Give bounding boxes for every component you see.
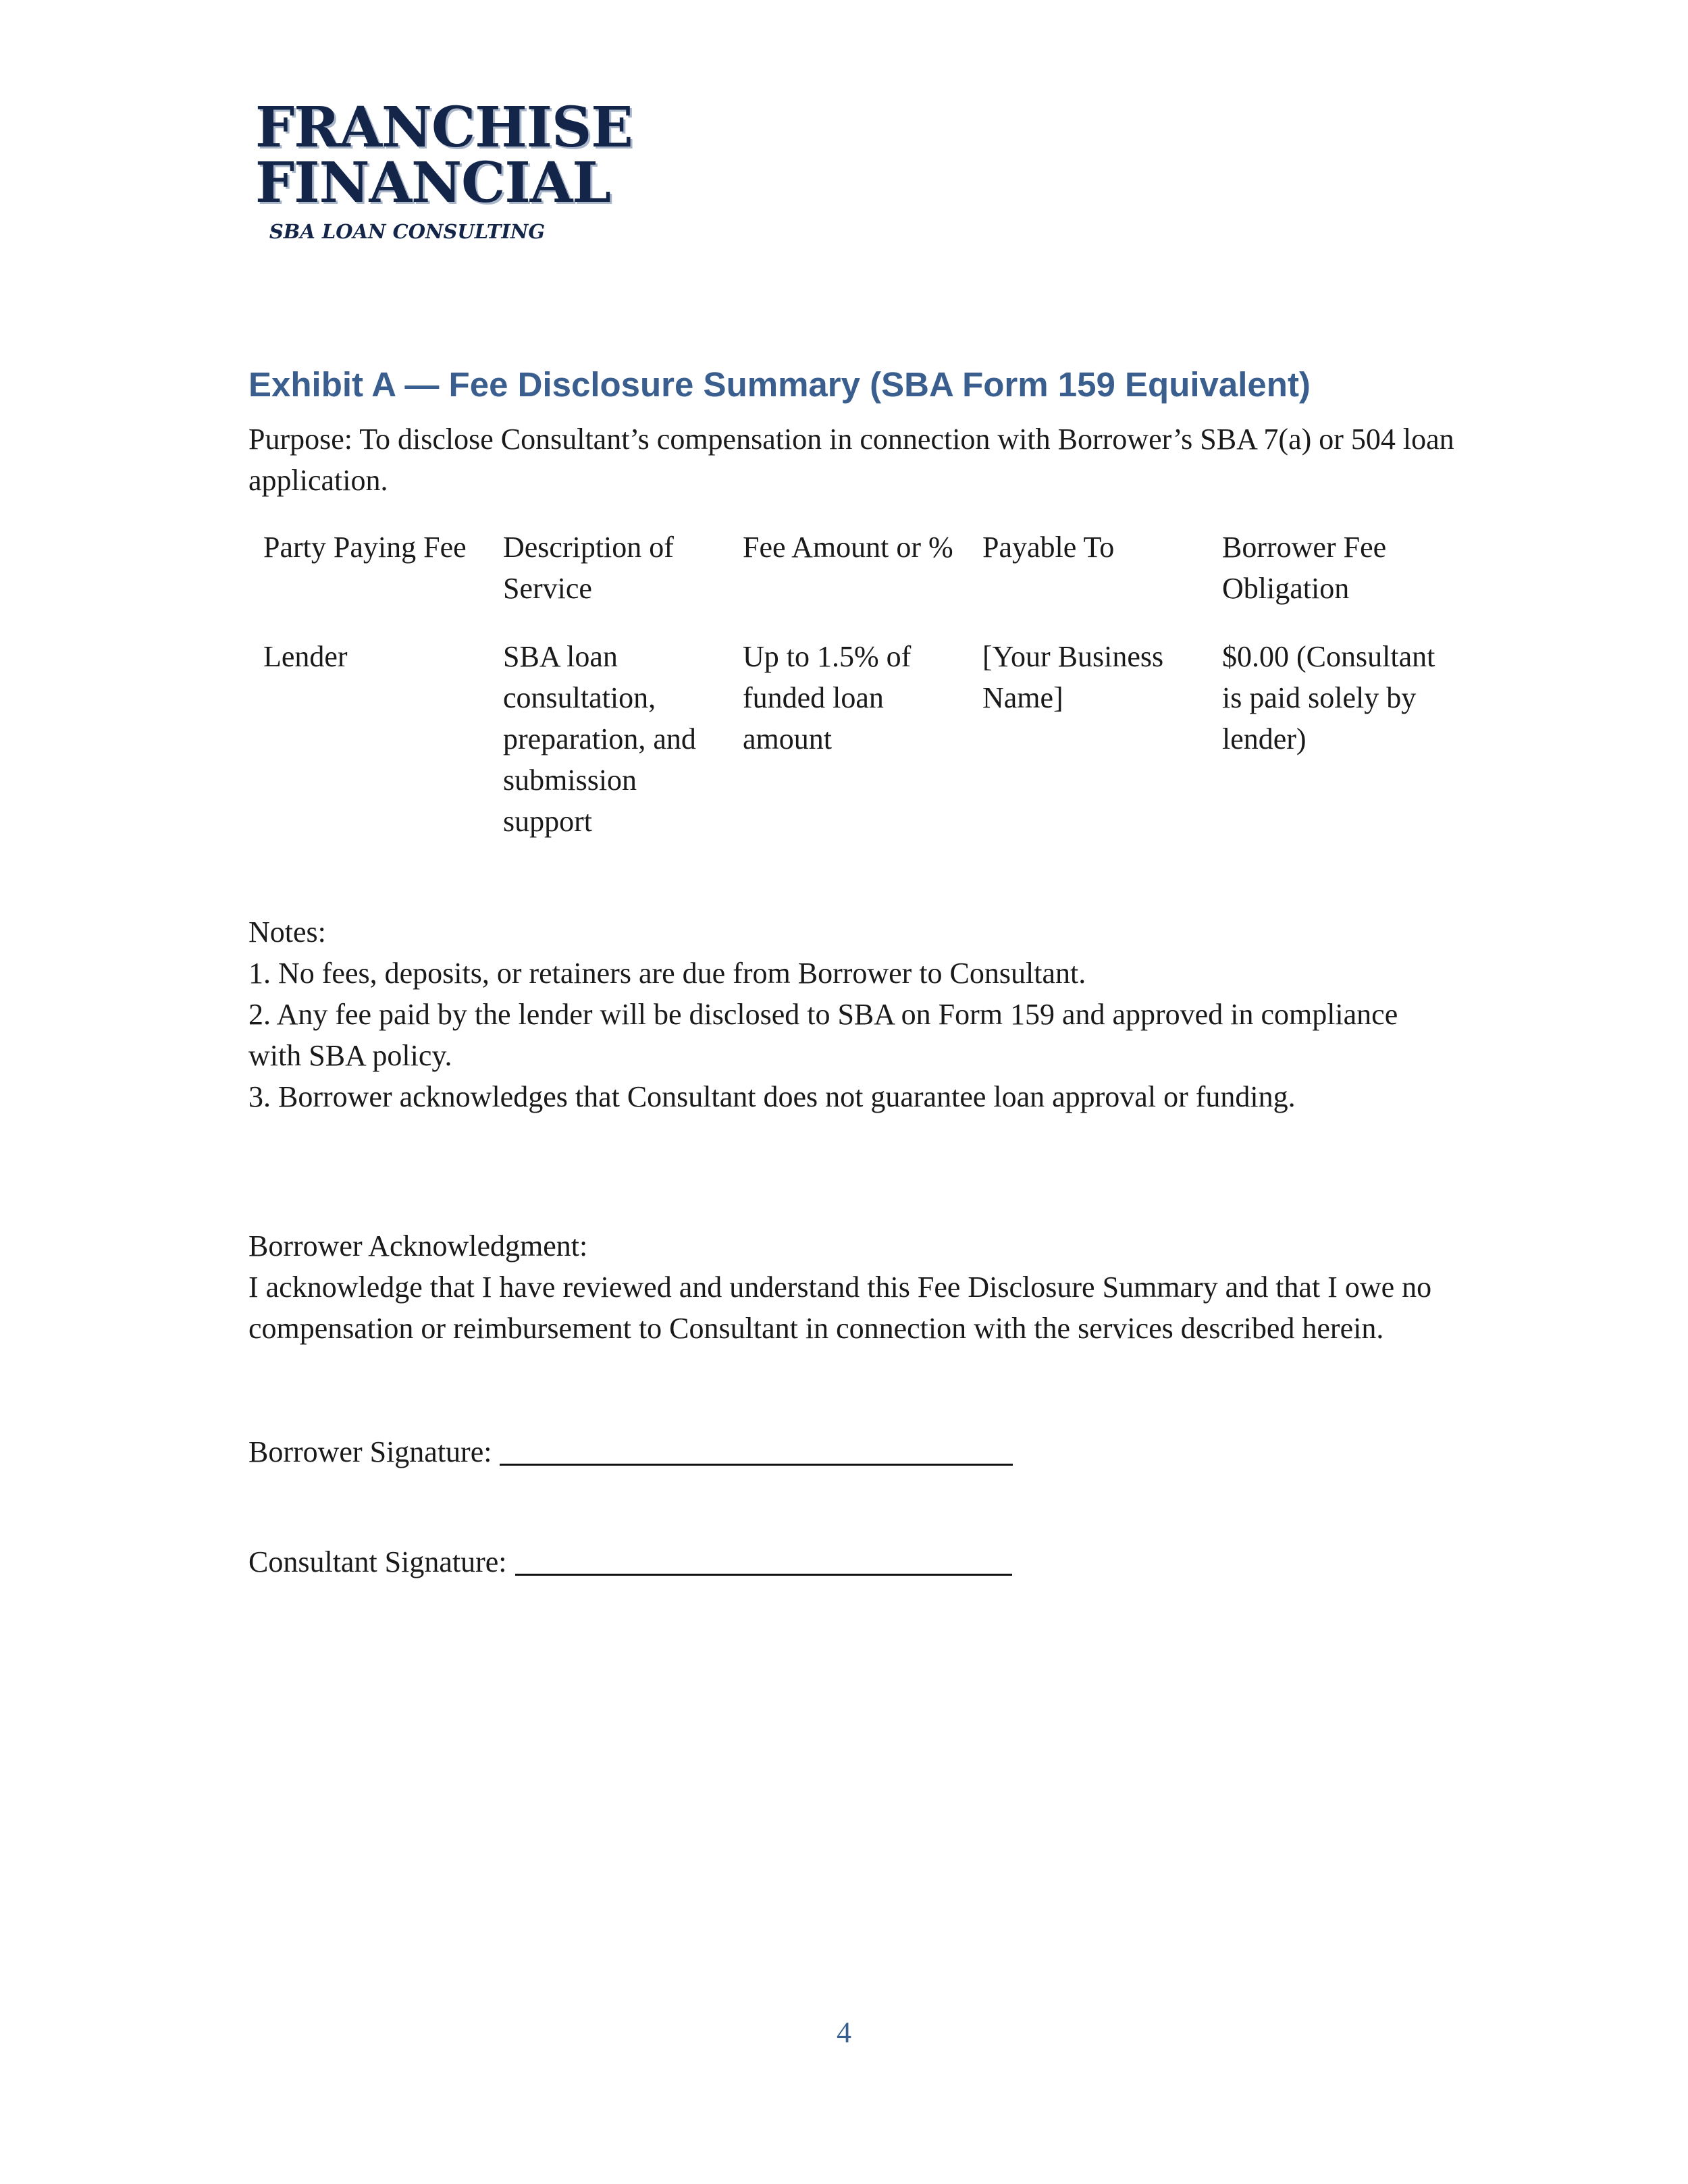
cell-payable-to: [Your Business Name]	[982, 640, 1164, 714]
cell-description: SBA loan consultation, preparation, and submission support	[503, 640, 696, 838]
page-number: 4	[837, 2016, 851, 2049]
fee-table	[248, 527, 1447, 842]
column-header-payable-to: Payable To	[982, 531, 1115, 564]
page-title: Exhibit A — Fee Disclosure Summary (SBA Form 159 Equivalent)	[248, 365, 1311, 404]
consultant-signature-label: Consultant Signature:	[248, 1545, 507, 1578]
note-item: 3. Borrower acknowledges that Consultant does not guarantee loan approval or funding.	[248, 1080, 1296, 1113]
cell-party: Lender	[263, 640, 348, 673]
acknowledgment-section	[248, 1225, 1457, 1349]
purpose-paragraph: Purpose: To disclose Consultant’s compensation in connection with Borrower’s SBA 7(a) or 504 loan application.	[248, 423, 1454, 497]
column-header-party: Party Paying Fee	[263, 531, 467, 564]
borrower-signature-label: Borrower Signature:	[248, 1435, 492, 1468]
acknowledgment-text: I acknowledge that I have reviewed and understand this Fee Disclosure Summary and that I owe no compensation or reimbursement to Consultant in connection with the services described herein.	[248, 1271, 1432, 1345]
notes-section	[248, 911, 1457, 1117]
column-header-borrower-obligation: Borrower Fee Obligation	[1222, 531, 1387, 605]
logo-line-2: FINANCIAL	[255, 151, 611, 215]
note-item: 1. No fees, deposits, or retainers are due from Borrower to Consultant.	[248, 957, 1086, 990]
column-header-fee-amount: Fee Amount or %	[743, 531, 953, 564]
company-logo	[255, 95, 633, 243]
acknowledgment-title: Borrower Acknowledgment:	[248, 1229, 588, 1262]
notes-title: Notes:	[248, 915, 326, 949]
table-header-row	[248, 527, 1447, 636]
note-item: 2. Any fee paid by the lender will be disclosed to SBA on Form 159 and approved in compliance with SBA policy.	[248, 998, 1398, 1072]
borrower-signature-line[interactable]	[500, 1437, 1013, 1466]
cell-fee-amount: Up to 1.5% of funded loan amount	[743, 640, 912, 755]
borrower-signature-row	[248, 1431, 1013, 1472]
consultant-signature-row	[248, 1541, 1012, 1582]
logo-tagline: SBA LOAN CONSULTING	[269, 220, 546, 243]
table-row	[248, 636, 1447, 842]
logo-line-1: FRANCHISE	[255, 95, 633, 160]
cell-borrower-obligation: $0.00 (Consultant is paid solely by lender)	[1222, 640, 1435, 755]
consultant-signature-line[interactable]	[515, 1547, 1012, 1576]
column-header-description: Description of Service	[503, 531, 674, 605]
